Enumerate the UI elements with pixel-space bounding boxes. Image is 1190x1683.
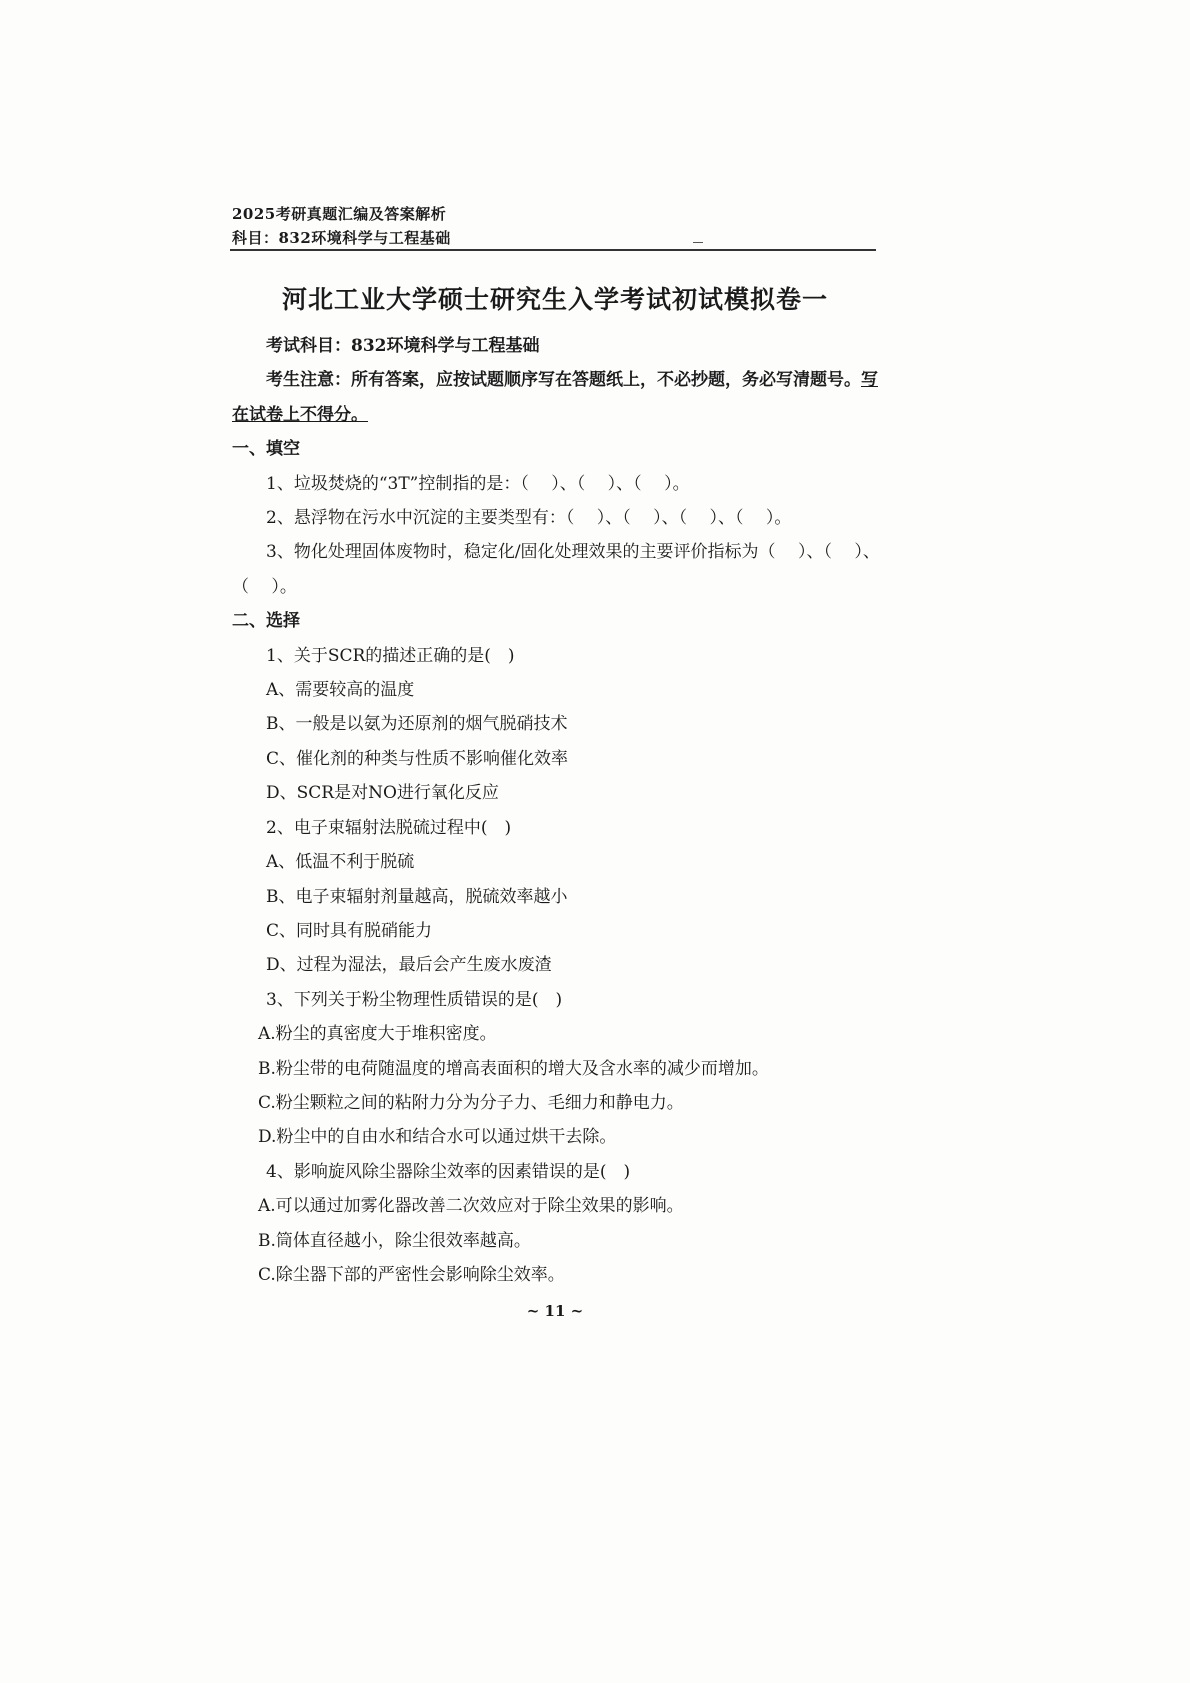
notice-underlined-cont: 在试卷上不得分。 <box>232 404 368 425</box>
fill-question-1: 1、垃圾焚烧的“3T”控制指的是：（ ）、（ ）、（ ）。 <box>266 473 690 494</box>
choice-option: A、需要较高的温度 <box>266 680 415 701</box>
choice-question: 3、下列关于粉尘物理性质错误的是( ) <box>266 989 563 1010</box>
choice-option: B.筒体直径越小，除尘很效率越高。 <box>258 1230 531 1251</box>
choice-option: D、过程为湿法，最后会产生废水废渣 <box>266 955 552 976</box>
choice-option: A.可以通过加雾化器改善二次效应对于除尘效果的影响。 <box>258 1196 684 1217</box>
choice-option: D.粉尘中的自由水和结合水可以通过烘干去除。 <box>258 1127 617 1148</box>
notice-line <box>232 363 877 397</box>
choice-option: C.粉尘颗粒之间的粘附力分为分子力、毛细力和静电力。 <box>258 1092 684 1113</box>
running-header-title: 2025考研真题汇编及答案解析 <box>232 205 447 223</box>
notice-label: 考生注意： <box>266 370 351 391</box>
running-header-subject: 科目：832环境科学与工程基础 <box>232 229 451 247</box>
fill-question-2: 2、悬浮物在污水中沉淀的主要类型有：（ ）、（ ）、（ ）、（ ）。 <box>266 508 792 529</box>
page-number: ~ 11 ~ <box>526 1302 584 1320</box>
choice-question: 4、影响旋风除尘器除尘效率的因素错误的是( ) <box>266 1161 631 1182</box>
choice-question: 2、电子束辐射法脱硫过程中( ) <box>266 817 512 838</box>
choice-option: C.除尘器下部的严密性会影响除尘效率。 <box>258 1264 565 1285</box>
choice-list <box>232 639 877 1293</box>
choice-option: B、一般是以氨为还原剂的烟气脱硝技术 <box>266 714 568 735</box>
notice-text: 所有答案，应按试题顺序写在答题纸上，不必抄题，务必写清题号。 <box>351 370 861 391</box>
page-title: 河北工业大学硕士研究生入学考试初试模拟卷一 <box>281 285 828 314</box>
choice-option: C、同时具有脱硝能力 <box>266 920 433 941</box>
fill-question-3: 3、物化处理固体废物时，稳定化/固化处理效果的主要评价指标为（ ）、（ ）、 <box>266 542 880 563</box>
notice-underlined: 写 <box>861 370 878 391</box>
choice-option: A.粉尘的真密度大于堆积密度。 <box>258 1024 497 1045</box>
choice-option: D、SCR是对NO进行氧化反应 <box>266 783 499 804</box>
exam-subject: 考试科目：832环境科学与工程基础 <box>266 336 540 356</box>
exam-body <box>232 329 880 1292</box>
choice-option: B、电子束辐射剂量越高，脱硫效率越小 <box>266 886 568 907</box>
choice-option: A、低温不利于脱硫 <box>266 852 415 873</box>
scan-mark <box>693 242 703 243</box>
section-heading-fill: 一、填空 <box>232 439 300 460</box>
section-heading-choice: 二、选择 <box>232 611 300 632</box>
choice-question: 1、关于SCR的描述正确的是( ) <box>266 645 515 666</box>
choice-option: C、催化剂的种类与性质不影响催化效率 <box>266 748 569 769</box>
header-divider <box>230 249 876 251</box>
fill-question-3-cont: （ ）。 <box>232 576 297 597</box>
choice-option: B.粉尘带的电荷随温度的增高表面积的增大及含水率的减少而增加。 <box>258 1058 769 1079</box>
